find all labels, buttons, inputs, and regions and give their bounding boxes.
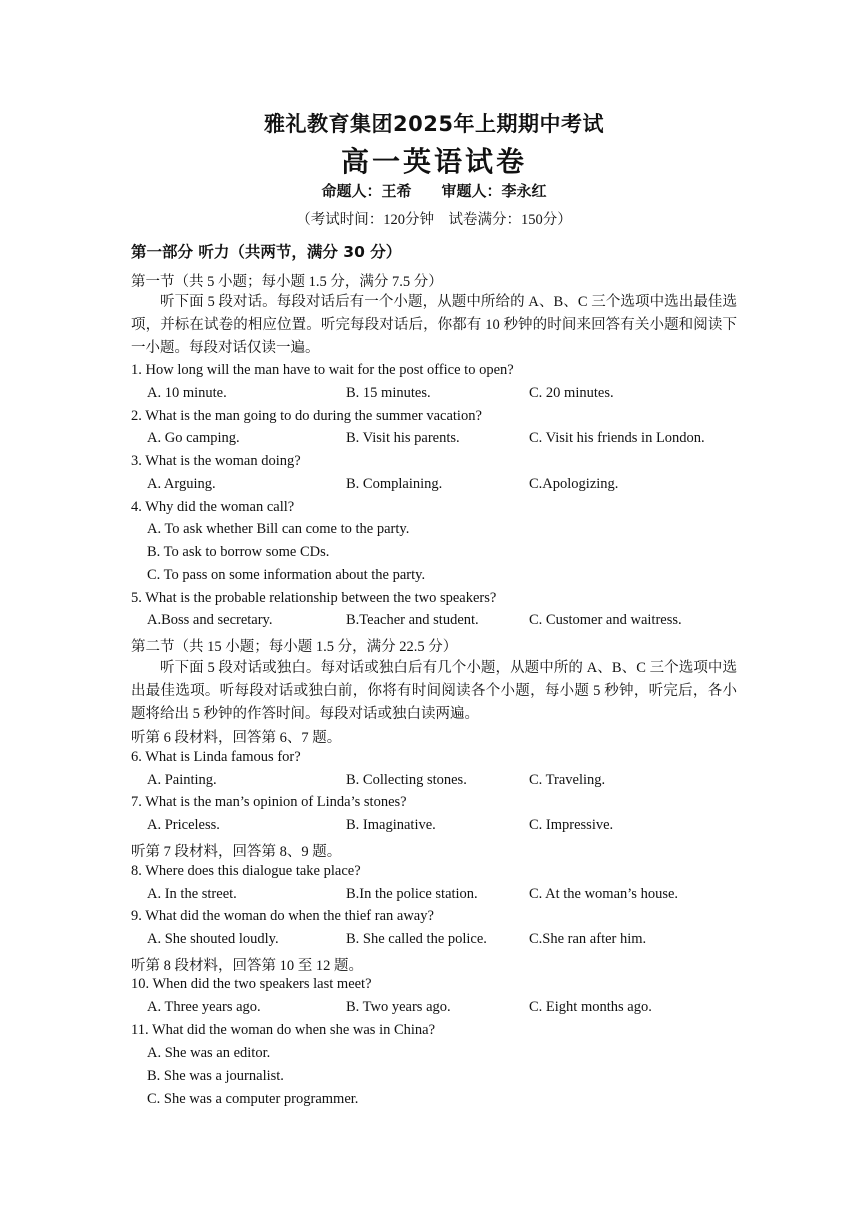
question-1-option-a: A. 10 minute. [147, 385, 227, 401]
question-11-option-b: B. She was a journalist. [147, 1068, 284, 1084]
question-8-option-b: B.In the police station. [346, 886, 478, 902]
question-10-option-a: A. Three years ago. [147, 999, 261, 1015]
question-5-option-c: C. Customer and waitress. [529, 612, 682, 628]
question-1-option-b: B. 15 minutes. [346, 385, 431, 401]
question-4-stem: 4. Why did the woman call? [131, 499, 295, 515]
section2-instructions: 听下面 5 段对话或独白。每对话或独白后有几个小题，从题中所的 A、B、C 三个选项中选出最佳选项。听每段对话或独白前，你将有时间阅读各个小题，每小题 5 秒钟，听完后，各小题将给出 5 秒钟的作答时间。每段对话或独白读两遍。 [131, 660, 737, 722]
question-6-option-c: C. Traveling. [529, 772, 606, 788]
question-5-option-b: B.Teacher and student. [346, 612, 479, 628]
question-7-option-c: C. Impressive. [529, 817, 614, 833]
question-1-option-c: C. 20 minutes. [529, 385, 614, 401]
question-6-option-a: A. Painting. [147, 772, 217, 788]
school-title: 雅礼教育集团2025年上期期中考试 [264, 112, 604, 136]
question-8-stem: 8. Where does this dialogue take place? [131, 863, 361, 879]
section1-instructions: 听下面 5 段对话。每段对话后有一个小题，从题中所给的 A、B、C 三个选项中选出最佳选项，并标在试卷的相应位置。听完每段对话后，你都有 10 秒钟的时间来回答有关小题和阅读下一小题。每段对话仅读一遍。 [131, 294, 737, 356]
question-2-option-c: C. Visit his friends in London. [529, 430, 705, 446]
question-7-option-a: A. Priceless. [147, 817, 220, 833]
exam-title: 高一英语试卷 [340, 145, 527, 178]
question-11-option-a: A. She was an editor. [147, 1045, 271, 1061]
question-4-option-b: B. To ask to borrow some CDs. [147, 544, 330, 560]
question-9-option-c: C.She ran after him. [529, 931, 647, 947]
authors-line: 命题人：王希 审题人：李永红 [321, 182, 547, 200]
question-3-option-b: B. Complaining. [346, 476, 443, 492]
question-3-option-a: A. Arguing. [147, 476, 216, 492]
question-5-option-a: A.Boss and secretary. [147, 612, 273, 628]
question-7-option-b: B. Imaginative. [346, 817, 436, 833]
question-11-stem: 11. What did the woman do when she was in China? [131, 1022, 436, 1038]
material-8-note: 听第 8 段材料，回答第 10 至 12 题。 [131, 958, 363, 974]
question-3-stem: 3. What is the woman doing? [131, 453, 301, 469]
question-9-option-a: A. She shouted loudly. [147, 931, 279, 947]
question-11-option-c: C. She was a computer programmer. [147, 1091, 359, 1107]
question-6-option-b: B. Collecting stones. [346, 772, 467, 788]
question-1-stem: 1. How long will the man have to wait for the post office to open? [131, 362, 514, 378]
exam-info: （考试时间：120分钟 试卷满分：150分） [296, 212, 572, 228]
material-7-note: 听第 7 段材料，回答第 8、9 题。 [131, 844, 342, 860]
section2-heading: 第二节（共 15 小题；每小题 1.5 分，满分 22.5 分） [131, 639, 458, 655]
question-2-option-a: A. Go camping. [147, 430, 240, 446]
question-4-option-a: A. To ask whether Bill can come to the party. [147, 521, 410, 537]
question-9-stem: 9. What did the woman do when the thief ran away? [131, 908, 434, 924]
question-2-stem: 2. What is the man going to do during the summer vacation? [131, 408, 482, 424]
question-7-stem: 7. What is the man’s opinion of Linda’s stones? [131, 794, 407, 810]
question-9-option-b: B. She called the police. [346, 931, 487, 947]
part1-heading: 第一部分 听力（共两节，满分 30 分） [131, 243, 402, 261]
question-8-option-c: C. At the woman’s house. [529, 886, 679, 902]
material-6-note: 听第 6 段材料，回答第 6、7 题。 [131, 730, 342, 746]
question-4-option-c: C. To pass on some information about the party. [147, 567, 426, 583]
question-10-option-b: B. Two years ago. [346, 999, 451, 1015]
question-8-option-a: A. In the street. [147, 886, 237, 902]
question-3-option-c: C.Apologizing. [529, 476, 619, 492]
question-2-option-b: B. Visit his parents. [346, 430, 460, 446]
question-5-stem: 5. What is the probable relationship between the two speakers? [131, 590, 497, 606]
question-10-option-c: C. Eight months ago. [529, 999, 652, 1015]
section1-heading: 第一节（共 5 小题；每小题 1.5 分，满分 7.5 分） [131, 274, 443, 290]
question-10-stem: 10. When did the two speakers last meet? [131, 976, 372, 992]
question-6-stem: 6. What is Linda famous for? [131, 749, 301, 765]
